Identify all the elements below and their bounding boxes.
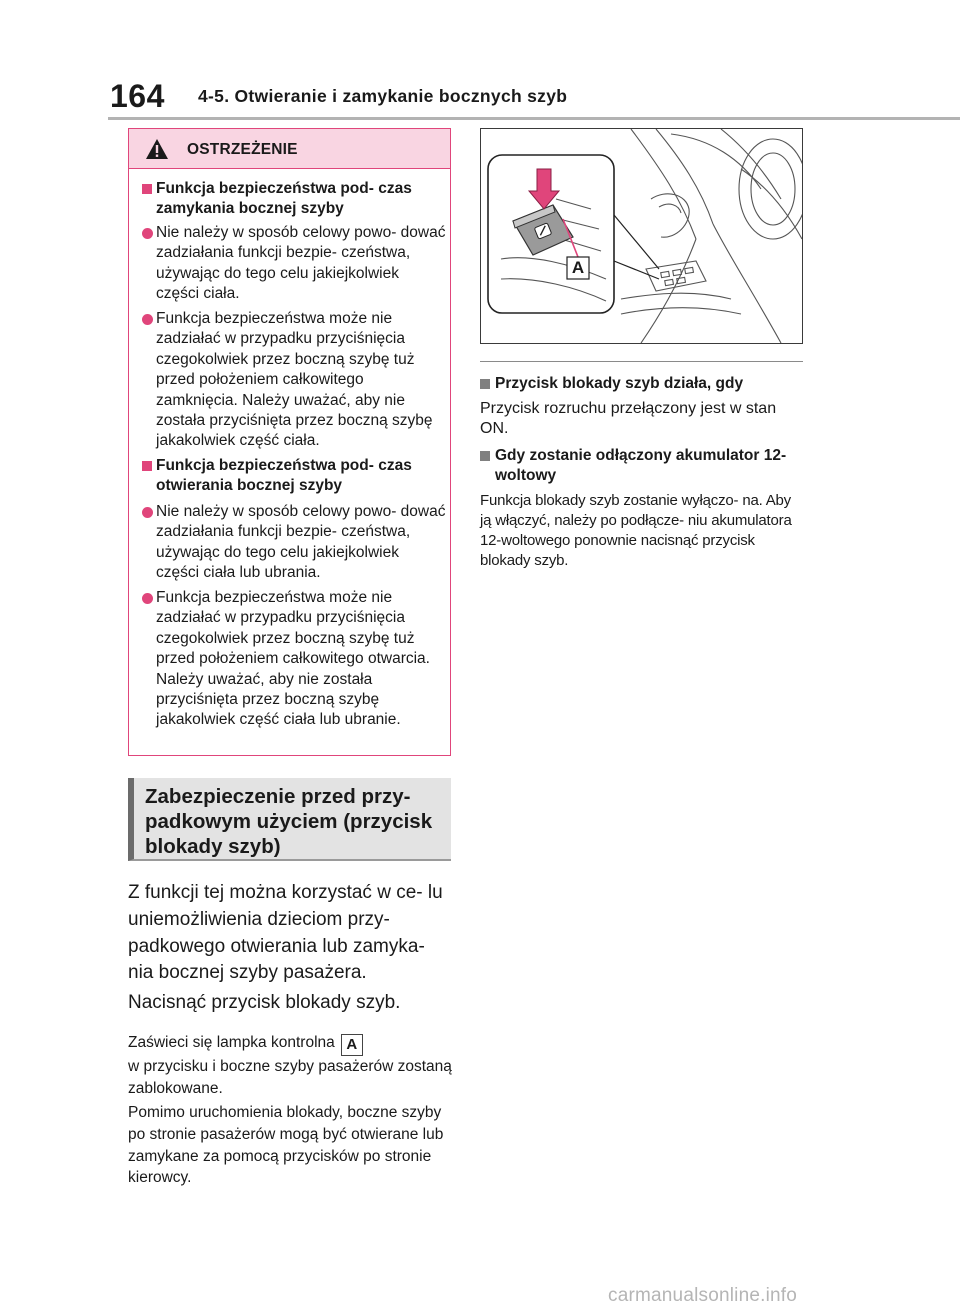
result-paragraph: Zaświeci się lampka kontrolna A w przycisku i boczne szyby pasażerów zostaną zablokowane. — [128, 1034, 452, 1097]
square-bullet-icon — [480, 451, 490, 461]
section-heading-box — [128, 778, 451, 861]
header-rule — [108, 117, 960, 120]
warning-bullet: Funkcja bezpieczeństwa może nie zadziałać w przypadku przyciśnięcia czegokolwiek przez boczną szybę tuż przed położeniem całkowitego zamknięcia. Należy uważać, aby nie została przyciśnięta przez boczną szybę jakakolwiek część ciała. — [142, 309, 446, 452]
right-subheading: Gdy zostanie odłączony akumulator 12-woltowy — [480, 446, 805, 487]
divider — [480, 361, 803, 362]
intro-paragraph: Z funkcji tej można korzystać w ce- lu uniemożliwienia dzieciom przy- padkowego otwierania lub zamyka- nia bocznej szyby pasażera. — [128, 882, 443, 984]
page-number: 164 — [110, 78, 165, 114]
round-bullet-icon — [142, 593, 153, 604]
callout-label-a: A — [571, 258, 585, 277]
warning-subheading: Funkcja bezpieczeństwa pod- czas zamykania bocznej szyby — [142, 179, 446, 220]
round-bullet-icon — [142, 228, 153, 239]
square-bullet-icon — [142, 461, 152, 471]
square-bullet-icon — [480, 379, 490, 389]
warning-triangle-icon — [145, 138, 169, 160]
section-heading: Zabezpieczenie przed przy- padkowym użyciem (przycisk blokady szyb) — [145, 785, 433, 858]
right-paragraph: Przycisk rozruchu przełączony jest w stan ON. — [480, 400, 777, 437]
watermark: carmanualsonline.info — [608, 1285, 798, 1306]
warning-bullet: Nie należy w sposób celowy powo- dować zadziałania funkcji bezpie- czeństwa, używając do tego celu jakiejkolwiek części ciała lub ubrania. — [142, 502, 446, 584]
note-paragraph: Pomimo uruchomienia blokady, boczne szyby po stronie pasażerów mogą być otwierane lub zamykane za pomocą przycisków po stronie kierowcy. — [128, 1104, 444, 1187]
right-subheading: Przycisk blokady szyb działa, gdy — [480, 374, 805, 394]
step-paragraph: Nacisnąć przycisk blokady szyb. — [128, 992, 401, 1013]
warning-subheading: Funkcja bezpieczeństwa pod- czas otwierania bocznej szyby — [142, 456, 446, 497]
label-a-badge: A — [341, 1034, 363, 1056]
warning-bullet: Funkcja bezpieczeństwa może nie zadziałać w przypadku przyciśnięcia czegokolwiek przez boczną szybę tuż przed położeniem całkowitego otwarcia. Należy uważać, aby nie została przyciśnięta przez boczną szybę jakakolwiek część ciała lub ubranie. — [142, 588, 446, 731]
warning-box — [128, 128, 451, 756]
section-title: 4-5. Otwieranie i zamykanie bocznych szyb — [198, 86, 568, 106]
square-bullet-icon — [142, 184, 152, 194]
warning-bullet: Nie należy w sposób celowy powo- dować zadziałania funkcji bezpie- czeństwa, używając do tego celu jakiejkolwiek części ciała. — [142, 223, 446, 305]
warning-title: OSTRZEŻENIE — [187, 141, 298, 158]
right-paragraph: Funkcja blokady szyb zostanie wyłączo- na. Aby ją włączyć, należy po podłącze- niu akumulatora 12-woltowego ponownie nacisnąć przycisk blokady szyb. — [480, 492, 792, 569]
door-panel-drawing — [481, 129, 802, 343]
round-bullet-icon — [142, 507, 153, 518]
lock-switch-illustration — [480, 128, 803, 344]
warning-header — [129, 129, 450, 169]
round-bullet-icon — [142, 314, 153, 325]
